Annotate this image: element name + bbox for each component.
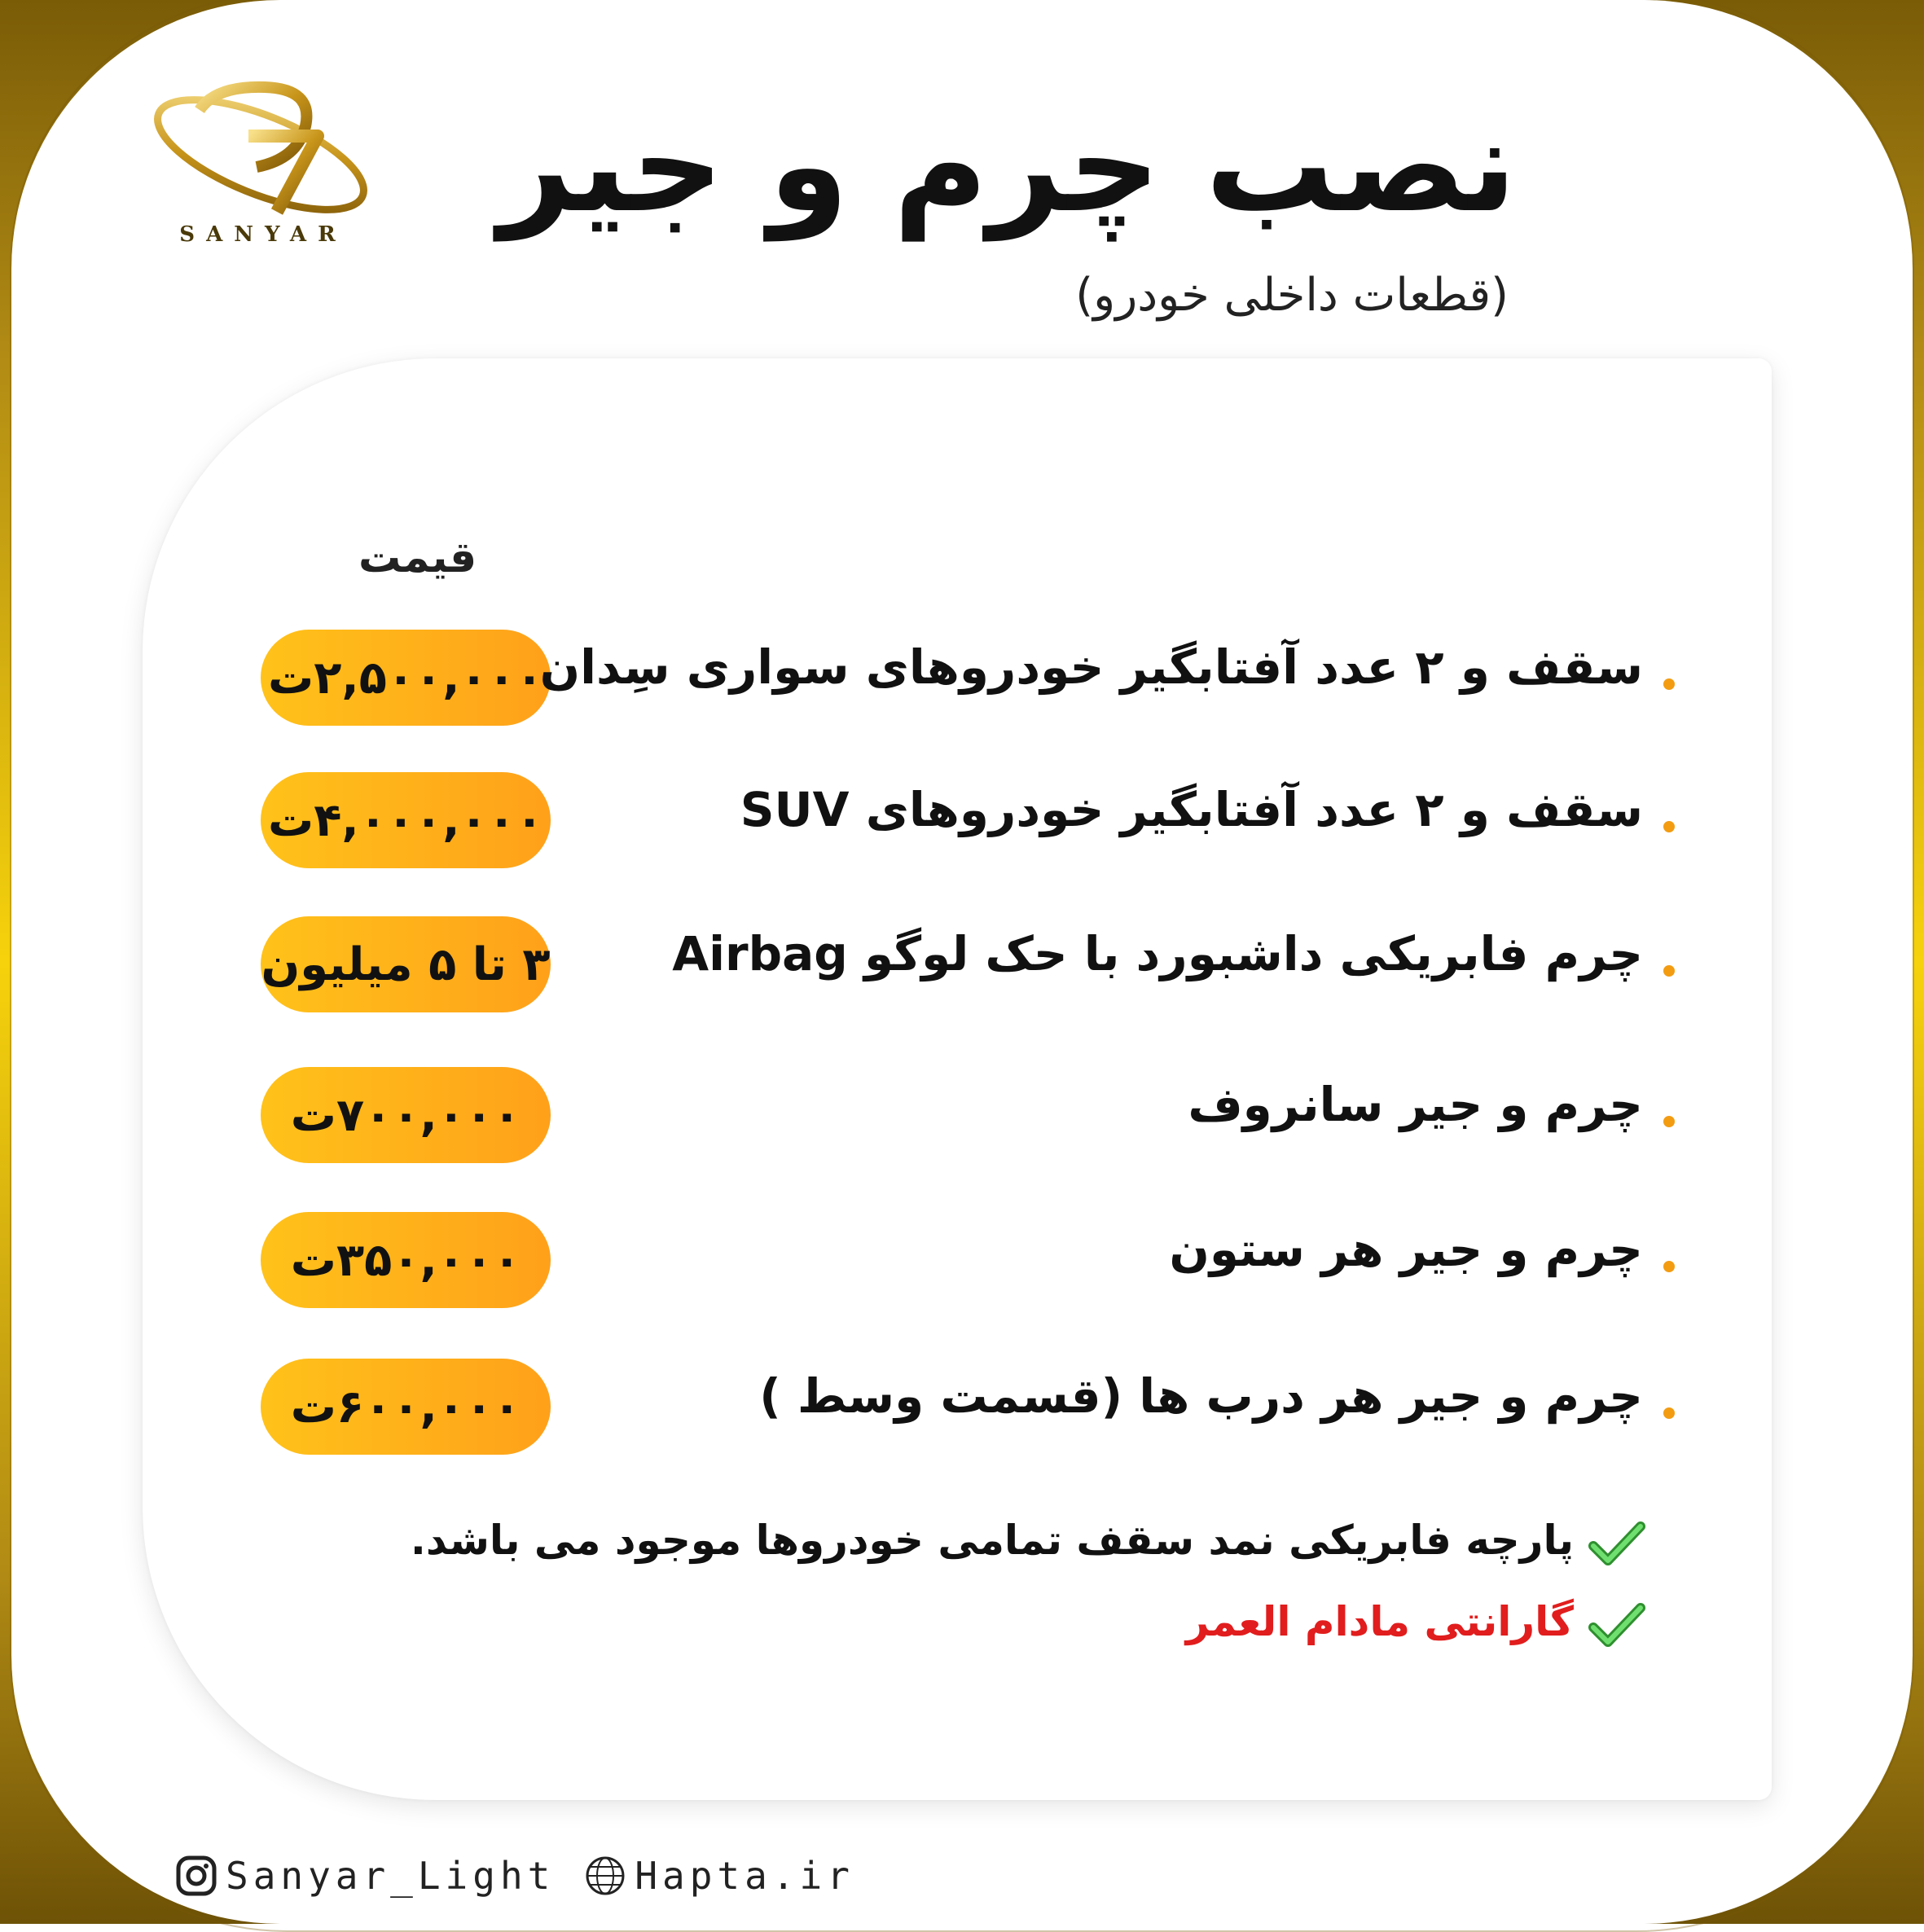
price-row (0, 916, 1924, 1014)
bullet-dot-icon (1663, 821, 1675, 832)
price-row (0, 1067, 1924, 1165)
item-label: سقف و ۲ عدد آفتابگیر خودروهای SUV (740, 782, 1643, 837)
item-label: چرم و جیر هر ستون (1169, 1222, 1643, 1277)
price-pill: ۳ تا ۵ میلیون (261, 916, 551, 1012)
website-url: Hapta.ir (635, 1854, 854, 1898)
price-pill: ۳۵۰,۰۰۰ت (261, 1212, 551, 1308)
item-label: سقف و ۲ عدد آفتابگیر خودروهای سواری سِدان (539, 639, 1643, 695)
footer (175, 1847, 884, 1904)
page-subtitle: (قطعات داخلی خودرو) (1075, 269, 1509, 322)
instagram-link[interactable] (175, 1854, 555, 1898)
website-link[interactable] (584, 1854, 854, 1898)
item-label: چرم فابریکی داشبورد با حک لوگو Airbag (672, 926, 1643, 981)
price-row (0, 1359, 1924, 1456)
logo-wordmark: SANYAR (179, 222, 347, 247)
price-pill: ۲,۵۰۰,۰۰۰ت (261, 630, 551, 726)
www-globe-icon (584, 1855, 626, 1897)
sanyar-logo (143, 77, 379, 257)
item-label: چرم و جیر سانروف (1188, 1077, 1643, 1132)
price-pill: ۶۰۰,۰۰۰ت (261, 1359, 551, 1455)
note-item (0, 1598, 1924, 1663)
price-pill: ۴,۰۰۰,۰۰۰ت (261, 772, 551, 868)
price-row (0, 630, 1924, 727)
note-text: پارچه فابریکی نمد سقف تمامی خودروها موجود می باشد. (410, 1517, 1574, 1564)
page-title: نصب چرم و جیر (498, 91, 1517, 241)
bullet-dot-icon (1663, 1261, 1675, 1272)
price-row (0, 1212, 1924, 1310)
bullet-dot-icon (1663, 1407, 1675, 1419)
item-label: چرم و جیر هر درب ها (قسمت وسط ) (759, 1368, 1643, 1424)
warranty-text: گارانتی مادام العمر (1185, 1598, 1574, 1645)
note-item (0, 1517, 1924, 1582)
bullet-dot-icon (1663, 1116, 1675, 1127)
price-pill: ۷۰۰,۰۰۰ت (261, 1067, 551, 1163)
price-column-header: قیمت (358, 533, 477, 582)
checkmark-icon (1588, 1520, 1645, 1569)
instagram-icon (175, 1855, 217, 1897)
price-row (0, 772, 1924, 870)
checkmark-icon (1588, 1601, 1645, 1650)
bullet-dot-icon (1663, 678, 1675, 690)
instagram-handle: Sanyar_Light (226, 1854, 556, 1898)
bullet-dot-icon (1663, 965, 1675, 977)
